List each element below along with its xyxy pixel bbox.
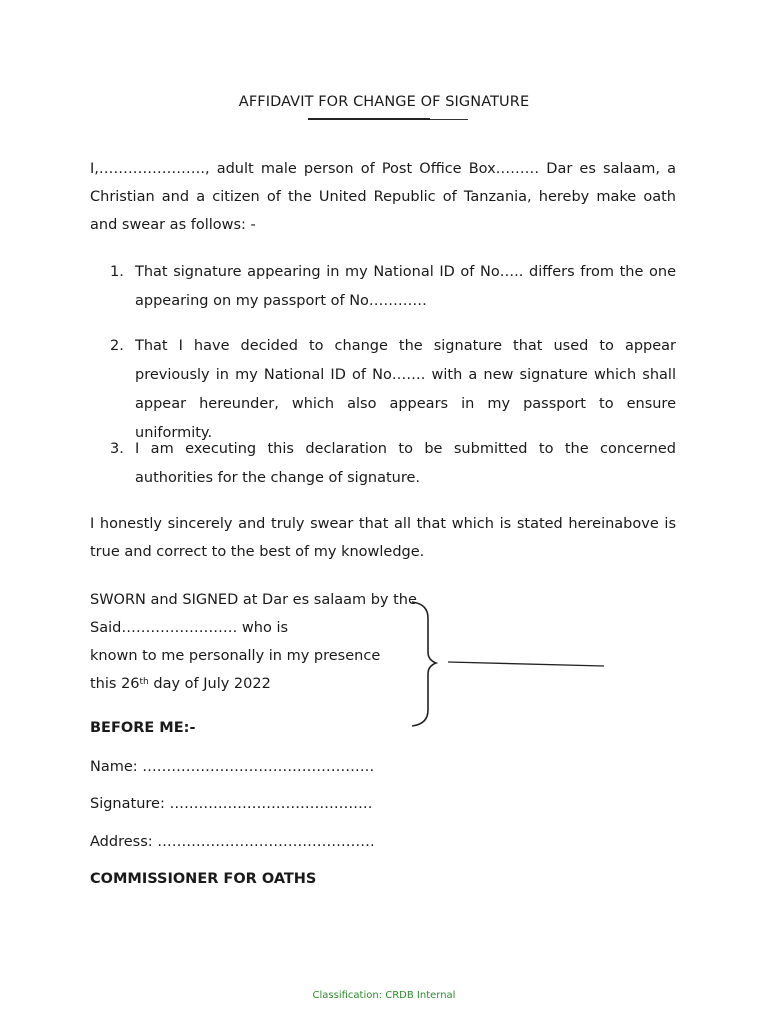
list-number: 2.: [110, 338, 124, 354]
sworn-line-1: SWORN and SIGNED at Dar es salaam by the: [90, 592, 417, 608]
sworn-date-ordinal: th: [139, 677, 149, 687]
list-text: That signature appearing in my National ID of No….. differs from the one appearing on my passport of No…………: [135, 264, 676, 309]
name-field: Name: …………………………………………: [90, 759, 375, 775]
address-field: Address: ………………………………………: [90, 834, 375, 850]
sworn-line-3: known to me personally in my presence: [90, 648, 381, 664]
commissioner-heading: COMMISSIONER FOR OATHS: [90, 871, 317, 887]
sworn-line-4: [90, 670, 410, 698]
signature-field: Signature: ……………………………………: [90, 796, 373, 812]
title-underline-thick: [308, 118, 430, 120]
before-me-heading: BEFORE ME:-: [90, 720, 196, 736]
list-number: 1.: [110, 264, 124, 280]
classification-footer: Classification: CRDB Internal: [312, 990, 456, 1001]
signature-line: [448, 655, 608, 675]
list-item: [90, 435, 676, 493]
list-item: [90, 332, 676, 448]
sworn-block: [90, 586, 417, 698]
list-text: I am executing this declaration to be submitted to the concerned authorities for the change of signature.: [135, 441, 676, 486]
sworn-date-suffix: day of July 2022: [148, 676, 271, 692]
list-number: 3.: [110, 441, 124, 457]
document-title: AFFIDAVIT FOR CHANGE OF SIGNATURE: [238, 94, 530, 110]
intro-paragraph: I,…………………., adult male person of Post Office Box……… Dar es salaam, a Christian and a citizen of the United Republic of Tanzania, hereby make oath and swear as follows: -: [90, 161, 676, 233]
oath-paragraph: I honestly sincerely and truly swear that all that which is stated hereinabove is true and correct to the best of my knowledge.: [90, 516, 676, 560]
sworn-date-prefix: this 26: [90, 676, 140, 692]
list-text: That I have decided to change the signature that used to appear previously in my National ID of No……. with a new signature which shall appear hereunder, which also appears in my passport to ensure uniformity.: [135, 338, 676, 441]
sworn-line-2: Said…………………… who is: [90, 620, 289, 636]
list-item: [90, 258, 676, 316]
